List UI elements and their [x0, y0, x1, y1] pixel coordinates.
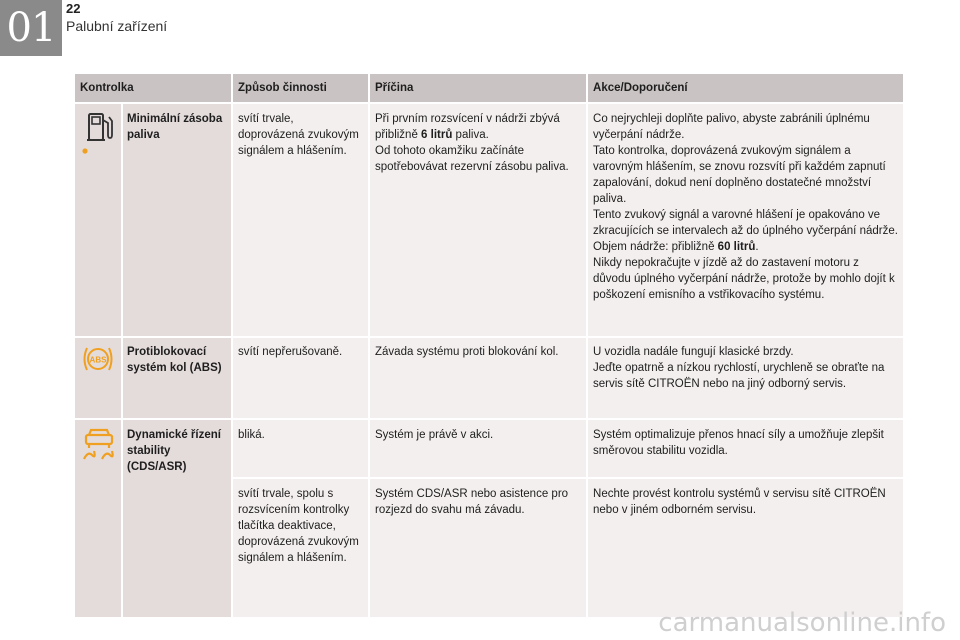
indicator-mode: svítí trvale, doprovázená zvukovým signálem a hlášením.: [232, 103, 369, 337]
cause-line-2: Od tohoto okamžiku začínáte spotřebovávat rezervní zásobu paliva.: [375, 145, 569, 173]
table-row: [75, 103, 904, 337]
action-line-5: Nikdy nepokračujte v jízdě až do zastavení motoru z důvodu úplného vyčerpání nádrže, protože by mohlo dojít k poškození emisního a vstřikovacího systému.: [593, 257, 895, 301]
icon-cell: [75, 419, 122, 617]
column-header-action: Akce/Doporučení: [587, 74, 904, 103]
action-text-end: .: [755, 241, 759, 253]
indicator-name: Protiblokovací systém kol (ABS): [122, 337, 232, 419]
abs-icon: [81, 344, 119, 374]
action-line-1: Co nejrychleji doplňte palivo, abyste zabránili úplnému vyčerpání nádrže.: [593, 113, 870, 141]
indicator-action: [587, 337, 904, 419]
indicator-cause: Závada systému proti blokování kol.: [369, 337, 587, 419]
action-line-1: U vozidla nadále fungují klasické brzdy.: [593, 346, 794, 358]
cause-text: Při prvním rozsvícení v nádrži zbývá přibližně: [375, 113, 560, 141]
action-line-3: Tento zvukový signál a varovné hlášení je opakováno ve zkracujících se intervalech až do úplného vyčerpání nádrže.: [593, 209, 898, 237]
action-bold-value: 60 litrů: [717, 241, 756, 253]
column-header-cause: Příčina: [369, 74, 587, 103]
fuel-pump-icon: [81, 111, 119, 155]
cause-bold-value: 6 litrů: [421, 129, 453, 141]
indicator-name: Dynamické řízení stability (CDS/ASR): [122, 419, 232, 617]
cause-text-end: paliva.: [452, 129, 489, 141]
icon-cell: [75, 337, 122, 419]
action-text: Objem nádrže: přibližně: [593, 241, 718, 253]
column-header-kontrolka: Kontrolka: [75, 74, 232, 103]
action-line-2: Jeďte opatrně a nízkou rychlostí, urychleně se obraťte na servis sítě CITROËN nebo na jiný odborný servis.: [593, 362, 885, 390]
indicator-action: Nechte provést kontrolu systémů v servisu sítě CITROËN nebo v jiném odborném servisu.: [587, 478, 904, 617]
indicator-mode: bliká.: [232, 419, 369, 478]
action-line-2: Tato kontrolka, doprovázená zvukovým signálem a varovným hlášením, se znovu rozsvítí při každém zapnutí zapalování, dokud není doplněno dostatečné množství paliva.: [593, 145, 886, 205]
warning-lights-table: [75, 74, 905, 617]
indicator-action: Systém optimalizuje přenos hnací síly a umožňuje zlepšit směrovou stabilitu vozidla.: [587, 419, 904, 478]
indicator-mode: svítí nepřerušovaně.: [232, 337, 369, 419]
indicator-cause: Systém je právě v akci.: [369, 419, 587, 478]
indicator-mode: svítí trvale, spolu s rozsvícením kontrolky tlačítka deaktivace, doprovázená zvukovým signálem a hlášením.: [232, 478, 369, 617]
action-line-4: [593, 239, 898, 255]
icon-cell: [75, 103, 122, 337]
section-title: Palubní zařízení: [66, 18, 168, 34]
watermark: carmanualsonline.info: [658, 608, 946, 638]
page-number: 22: [66, 1, 81, 16]
indicator-name: Minimální zásoba paliva: [122, 103, 232, 337]
table-row: [75, 337, 904, 419]
column-header-mode: Způsob činnosti: [232, 74, 369, 103]
stability-control-icon: [81, 427, 119, 463]
abs-icon-text: ABS: [89, 355, 107, 365]
indicator-cause: [369, 103, 587, 337]
table-header-row: [75, 74, 904, 103]
table-row: [75, 419, 904, 478]
indicator-action: [587, 103, 904, 337]
chapter-number: 01: [0, 0, 62, 56]
indicator-cause: Systém CDS/ASR nebo asistence pro rozjezd do svahu má závadu.: [369, 478, 587, 617]
